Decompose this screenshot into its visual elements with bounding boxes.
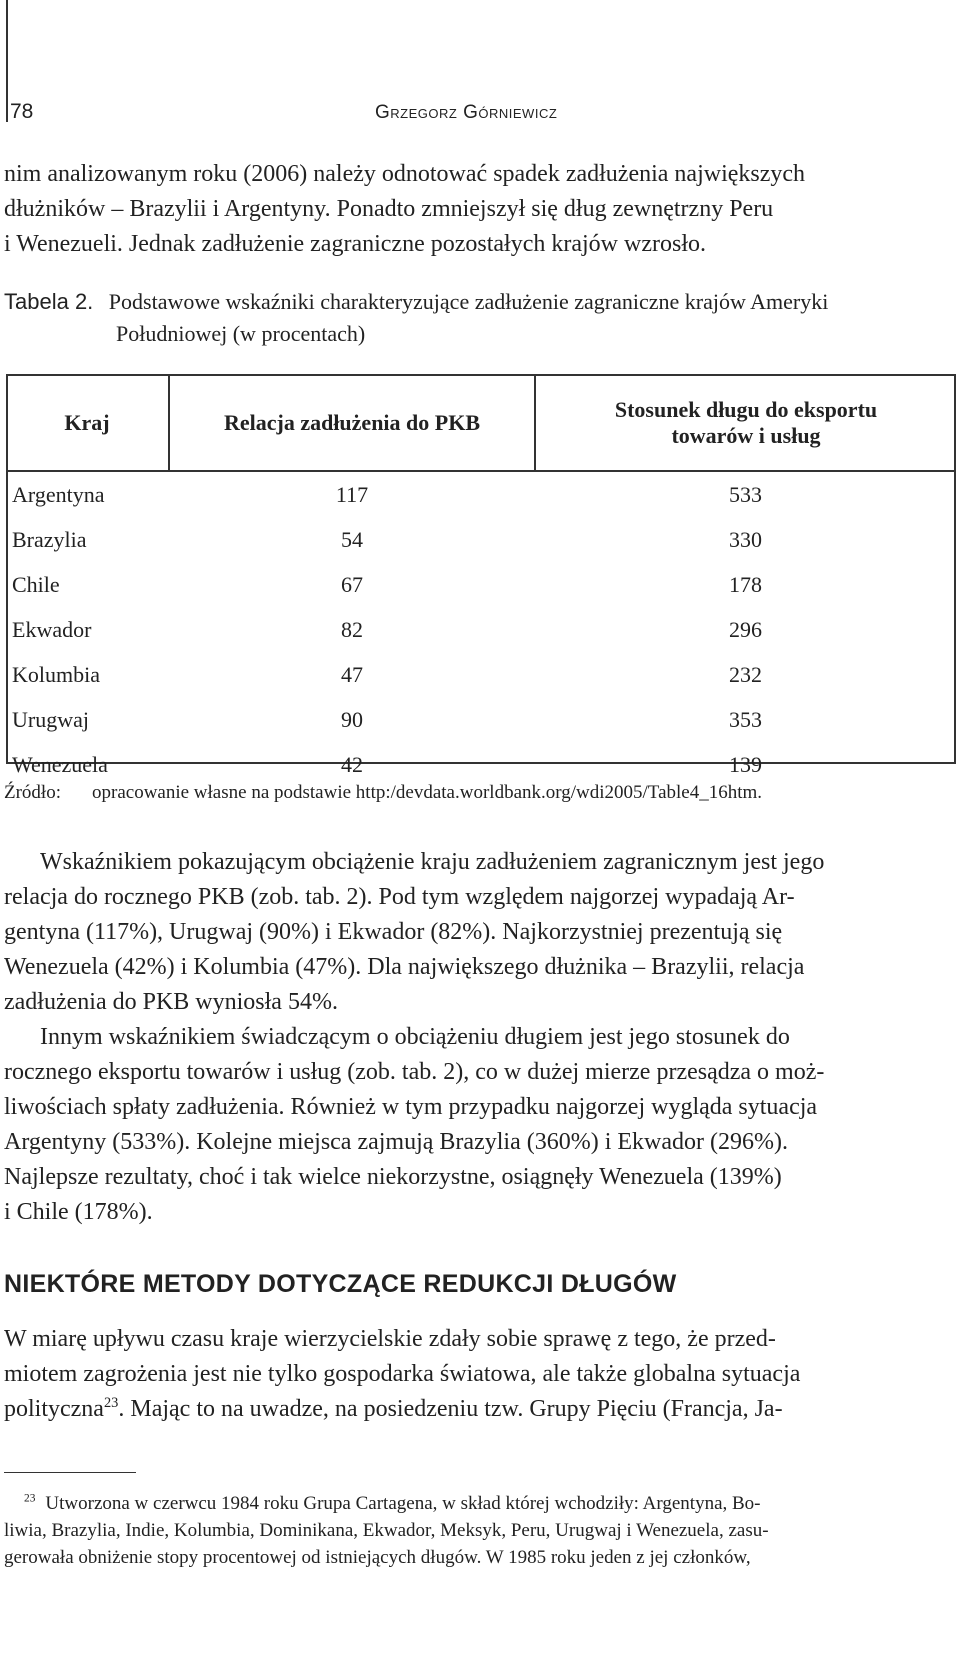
running-head: Grzegorz Górniewicz [375,102,558,123]
table-row [6,471,956,517]
table-caption [4,286,954,350]
text-line: Argentyny (533%). Kolejne miejsca zajmują Brazylia (360%) i Ekwador (296%). [4,1129,788,1155]
footnote-line [4,1490,954,1517]
cell-export: 296 [729,616,762,642]
footnote-line: gerowała obniżenie stopy procentowej od istniejących długów. W 1985 roku jeden z jej członków, [4,1547,751,1568]
debt-table [6,376,956,787]
text-line: zadłużenia do PKB wyniosła 54%. [4,989,338,1015]
table-row [6,742,956,787]
text-line: W miarę upływu czasu kraje wierzycielskie zdały sobie sprawę z tego, że przed- [4,1326,776,1352]
cell-country: Wenezuela [12,751,108,777]
header-kraj: Kraj [6,376,169,471]
source-label: Źródło: [4,782,61,803]
text-line: relacja do rocznego PKB (zob. tab. 2). Pod tym względem najgorzej wypadają Ar- [4,884,795,910]
paragraph-2 [4,1020,954,1230]
cell-country: Argentyna [12,481,105,507]
cell-pkb: 47 [341,661,363,687]
section-heading: NIEKTÓRE METODY DOTYCZĄCE REDUKCJI DŁUGÓW [4,1270,677,1298]
cell-pkb: 117 [335,481,369,507]
footnote-number: 23 [24,1492,36,1505]
table-row [6,562,956,607]
text-line: i Chile (178%). [4,1199,153,1225]
header-export-line: towarów i usług [671,423,821,448]
cell-pkb: 90 [341,706,363,732]
cell-country: Kolumbia [12,661,100,687]
cell-country: Urugwaj [12,706,89,732]
cell-country: Ekwador [12,616,92,642]
text-line: dłużników – Brazylii i Argentyny. Ponadto zmniejszył się dług zewnętrzny Peru [4,196,774,222]
table-row [6,607,956,652]
footnote [4,1490,954,1571]
caption-line: Południowej (w procentach) [116,321,366,346]
table-header-row [6,376,956,471]
page-header [10,100,910,130]
cell-pkb: 42 [341,751,363,777]
text-line: miotem zagrożenia jest nie tylko gospodarka światowa, ale także globalna sytuacja [4,1361,801,1387]
cell-export: 353 [729,706,762,732]
cell-export: 178 [729,571,762,597]
cell-export: 533 [729,481,762,507]
text-line: gentyna (117%), Urugwaj (90%) i Ekwador (82%). Najkorzystniej prezentują się [4,919,783,945]
cell-export: 139 [729,751,762,777]
cell-pkb: 82 [341,616,363,642]
paragraph-3 [4,1322,954,1427]
cell-export: 232 [729,661,762,687]
text-line [4,1392,954,1427]
table-row [6,697,956,742]
table-row [6,517,956,562]
footnote-text: Utworzona w czerwcu 1984 roku Grupa Cartagena, w skład której wchodziły: Argentyna, Bo- [45,1493,761,1514]
header-pkb: Relacja zadłużenia do PKB [169,376,535,471]
intro-paragraph [4,157,954,262]
cell-pkb: 54 [341,526,363,552]
text-line: nim analizowanym roku (2006) należy odnotować spadek zadłużenia największych [4,161,806,187]
cell-export: 330 [729,526,762,552]
text-line: Innym wskaźnikiem świadczącym o obciążeniu długiem jest jego stosunek do [40,1024,790,1050]
cell-country: Brazylia [12,526,87,552]
source-text: opracowanie własne na podstawie http:/devdata.worldbank.org/wdi2005/Table4_16htm. [92,782,763,803]
text-line: rocznego eksportu towarów i usług (zob. tab. 2), co w dużej mierze przesądza o moż- [4,1059,825,1085]
text-line: liwościach spłaty zadłużenia. Również w tym przypadku najgorzej wygląda sytuacja [4,1094,818,1120]
cell-country: Chile [12,571,60,597]
footnote-line: liwia, Brazylia, Indie, Kolumbia, Dominikana, Ekwador, Meksyk, Peru, Urugwaj i Wenezuela, zasu- [4,1520,769,1541]
header-export [535,376,956,471]
text-segment: . Mając to na uwadze, na posiedzeniu tzw. Grupy Pięciu (Francja, Ja- [118,1396,783,1422]
text-line: Najlepsze rezultaty, choć i tak wielce niekorzystne, osiągnęły Wenezuela (139%) [4,1164,782,1190]
paragraph-1 [4,845,954,1020]
table-source [4,782,762,804]
text-line: Wenezuela (42%) i Kolumbia (47%). Dla największego dłużnika – Brazylii, relacja [4,954,805,980]
header-export-line: Stosunek długu do eksportu [614,397,878,422]
footnote-rule [4,1472,136,1473]
page-number: 78 [10,100,34,123]
text-line: i Wenezueli. Jednak zadłużenie zagraniczne pozostałych krajów wzrosło. [4,231,706,257]
text-segment: polityczna [4,1396,104,1422]
text-line: Wskaźnikiem pokazującym obciążenie kraju zadłużeniem zagranicznym jest jego [40,849,825,875]
caption-line: Podstawowe wskaźniki charakteryzujące zadłużenie zagraniczne krajów Ameryki [108,289,829,314]
table-label: Tabela 2. [4,289,94,314]
table-row [6,652,956,697]
footnote-ref[interactable]: 23 [103,1395,119,1411]
cell-pkb: 67 [341,571,363,597]
margin-rule [6,0,8,122]
